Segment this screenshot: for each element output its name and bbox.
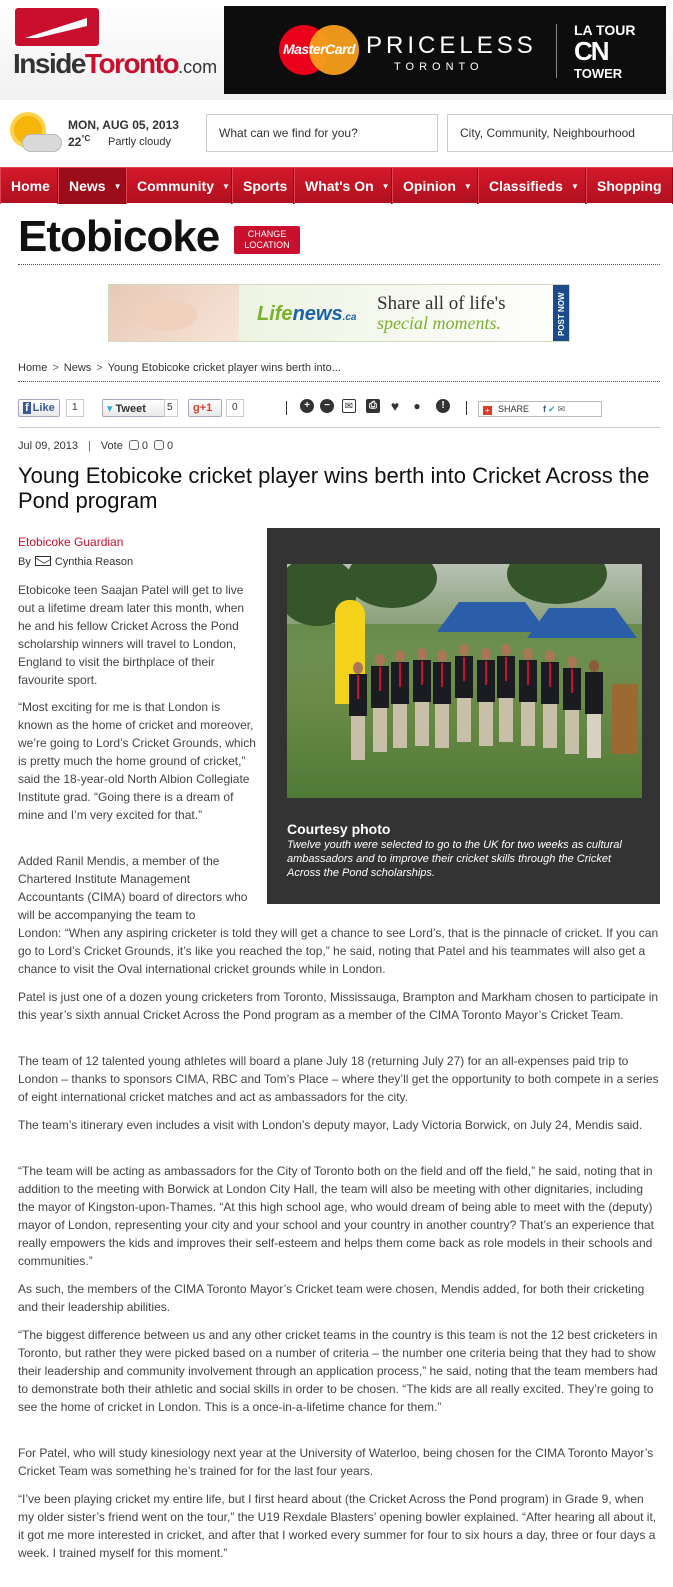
chevron-down-icon: ▼ — [570, 182, 579, 192]
location-search-input[interactable]: City, Community, Neighbourhood — [447, 114, 673, 152]
google-icon: g — [193, 402, 200, 414]
zoom-out-icon[interactable]: − — [320, 399, 334, 413]
tweet-button[interactable]: ▾ Tweet — [102, 399, 174, 417]
lifenews-ad[interactable] — [108, 284, 570, 342]
site-header — [0, 0, 673, 100]
article-paragraph: “Most exciting for me is that London is known as the home of cricket and moreover, we’re going to Lord’s Cricket Grounds, which is pretty much the home ground of cricket,” said the 18-year-old North Albion Collegiate Institute grad. “Going there is a dream of mine and I’m very excited for that.” — [18, 700, 256, 822]
article-source[interactable]: Etobicoke Guardian — [18, 535, 124, 549]
logo-mark-icon — [15, 8, 99, 46]
nav-item-community[interactable]: Community ▼ — [126, 168, 232, 204]
breadcrumb — [18, 362, 341, 374]
plus-icon: + — [483, 406, 492, 415]
main-nav — [0, 167, 673, 203]
location-title: Etobicoke — [18, 212, 220, 261]
logo-wordmark: InsideToronto.com — [13, 48, 218, 79]
article-paragraph: “I’ve been playing cricket my entire life, but I first heard about (the Cricket Across the Pond program) in Grade 9, when my older sister’s friend went on the tour,” the U19 Rexdale Blasters’ opening bowler explained. “After hearing all about it, it got me more interested in cricket, and after that I worked every summer for four to six hours a day, three or four days a week. I trained myself for this moment.” — [18, 1492, 657, 1560]
chevron-down-icon: ▼ — [381, 182, 390, 192]
byline: By Cynthia Reason — [18, 556, 134, 568]
thumbs-down-icon[interactable] — [154, 440, 164, 450]
chevron-down-icon: ▼ — [113, 182, 122, 192]
banner-priceless: PRICELESS — [366, 32, 537, 59]
article-paragraph: For Patel, who will study kinesiology next year at the University of Waterloo, being chosen for the CIMA Toronto Mayor’s Cricket Team was something he’s trained for for the last four years. — [18, 1446, 654, 1478]
team-photo[interactable] — [287, 564, 642, 798]
breadcrumb-news[interactable]: News — [63, 362, 92, 374]
divider — [18, 427, 660, 428]
vote-up-count: 0 — [141, 440, 148, 452]
nav-item-sports[interactable]: Sports — [232, 168, 294, 204]
weather-temp: $22^{^\circ C}$ — [68, 134, 91, 149]
facebook-icon: f — [543, 404, 547, 414]
chevron-right-icon: > — [96, 362, 103, 374]
article-paragraph: The team of 12 talented young athletes will board a plane July 18 (returning July 27) for an all-expenses paid trip to London – thanks to sponsors CIMA, RBC and Tom’s Place – where they’ll get the opportunity to both compete in a series of eight international cricket matches and act as ambassadors for the city. — [18, 1054, 659, 1104]
article-meta: Jul 09, 2013 | Vote 0 0 — [18, 440, 174, 452]
comments-icon[interactable]: ● — [413, 399, 421, 413]
tweet-count: 5 — [164, 399, 178, 417]
article-paragraph: “The team will be acting as ambassadors for the City of Toronto both on the field and off the field,” he said, noting that in addition to the meeting with Borwick at London City Hall, the team will also be meeting with other dignitaries, including the mayor of Kingston-upon-Thames. “At this high school age, who would dream of being able to meet with the (deputy) mayor of London, representing your city and your school and your country in another country? That’s an experience that really empowers the kids and improves their self-esteem and helps them come back as role models in their schools and communities.” — [18, 1164, 654, 1268]
twitter-icon: ✔ — [548, 404, 556, 414]
email-icon[interactable] — [35, 556, 51, 566]
breadcrumb-home[interactable]: Home — [18, 362, 48, 374]
weather-date: MON, AUG 05, 2013 — [68, 118, 179, 132]
photo-caption: Twelve youth were selected to go to the UK for two weeks as cultural ambassadors and to improve their cricket skills through the Cricket Across the Pond scholarships. — [287, 839, 622, 879]
chevron-right-icon: > — [52, 362, 59, 374]
banner-tower: TOWER — [574, 66, 623, 81]
banner-divider — [556, 24, 557, 78]
breadcrumb-current: Young Etobicoke cricket player wins berth into... — [107, 362, 341, 374]
nav-item-opinion[interactable]: Opinion ▼ — [392, 168, 478, 204]
search-input[interactable]: What can we find for you? — [206, 114, 438, 152]
facebook-icon: f — [25, 402, 29, 414]
article-paragraph: London: “When any aspiring cricketer is told they will get a chance to see Lord’s, that is the pinnacle of cricket. If you can go to Lord’s Cricket Grounds, it’s like you reached the top,” he said, noting that Patel and his teammates will also get a chance to visit the Oval international cricket grounds while in London. — [18, 926, 659, 976]
nav-item-news[interactable]: News ▼ — [58, 168, 126, 204]
ad-headline: Share all of life's — [377, 293, 506, 314]
nav-item-classifieds[interactable]: Classifieds ▼ — [478, 168, 586, 204]
nav-item-shopping[interactable]: Shopping — [586, 168, 673, 204]
article-paragraph: Added Ranil Mendis, a member of the Chartered Institute Management Accountants (CIMA) board of directors who will be accompanying the team to — [18, 854, 248, 922]
photo-box — [267, 528, 660, 904]
banner-city: TORONTO — [394, 61, 484, 73]
weather-widget[interactable] — [12, 110, 197, 160]
heart-icon[interactable]: ♥ — [390, 398, 400, 414]
chevron-down-icon: ▼ — [463, 182, 472, 192]
article-paragraph: As such, the members of the CIMA Toronto Mayor’s Cricket team were chosen, Mendis added, for both their cricketing and their leadership abilities. — [18, 1282, 645, 1314]
banner-la-tour: LA TOUR — [574, 22, 636, 38]
change-location-button[interactable]: CHANGE LOCATION — [234, 226, 300, 254]
cloud-icon — [22, 134, 62, 152]
post-now-button[interactable]: POST NOW — [553, 285, 570, 342]
facebook-count: 1 — [66, 399, 84, 417]
facebook-like-button[interactable]: f Like — [18, 399, 60, 417]
ad-subline: special moments. — [377, 313, 501, 333]
author-name[interactable]: Cynthia Reason — [54, 556, 134, 568]
article-paragraph: The team’s itinerary even includes a visit with London’s deputy mayor, Lady Victoria Borwick, on July 24, Mendis said. — [18, 1118, 643, 1132]
site-logo[interactable] — [10, 6, 218, 86]
banner-ad[interactable] — [224, 6, 666, 94]
divider — [286, 401, 287, 415]
twitter-bird-icon: ▾ — [107, 403, 113, 415]
zoom-in-icon[interactable]: + — [300, 399, 314, 413]
article-paragraph: “The biggest difference between us and any other cricket teams in the country is this team is not the 12 best cricketers in Toronto, but rather they were picked based on a number of criteria – the number one criteria being that they had to show their leadership and community involvement through an application process,” he said, noting that the team members had to demonstrate both their athletic and social skills in order to be chosen. “The kids are all really excited. They’re going to see the home of cricket in London. This is a once-in-a-lifetime chance for them.” — [18, 1328, 658, 1414]
mastercard-logo-icon: MasterCard — [279, 25, 359, 75]
chevron-down-icon: ▼ — [222, 182, 230, 192]
lifenews-logo: Lifenews.ca — [257, 303, 357, 325]
email-icon: ✉ — [557, 404, 566, 414]
divider — [18, 381, 660, 382]
article-paragraph: Patel is just one of a dozen young cricketers from Toronto, Mississauga, Brampton and Markham chosen to participate in this year’s sixth annual Cricket Across the Pond program as a member of the CIMA Toronto Mayor’s Cricket Team. — [18, 990, 659, 1022]
vote-label: Vote — [100, 440, 123, 452]
print-icon[interactable]: ⎙ — [366, 399, 380, 413]
sharethis-button[interactable]: + SHARE f ✔ ✉ — [478, 401, 602, 417]
social-bar — [18, 399, 660, 419]
divider — [466, 401, 467, 415]
nav-item-home[interactable]: Home — [0, 168, 58, 204]
google-plus-button[interactable]: g+1 — [188, 399, 222, 417]
divider — [18, 264, 660, 265]
article-date: Jul 09, 2013 — [18, 440, 78, 452]
banner-cn: CN — [574, 36, 608, 66]
email-icon[interactable]: ✉ — [342, 399, 356, 413]
weather-condition: Partly cloudy — [108, 136, 171, 148]
report-icon[interactable]: ! — [436, 399, 450, 413]
thumbs-up-icon[interactable] — [129, 440, 139, 450]
nav-item-whats-on[interactable]: What's On ▼ — [294, 168, 392, 204]
article-paragraph: Etobicoke teen Saajan Patel will get to live out a lifetime dream later this month, when he and his fellow Cricket Across the Pond scholarship winners will travel to London, England to visit the birthplace of their favourite sport. — [18, 583, 245, 687]
photo-credit: Courtesy photo — [287, 821, 391, 837]
vote-down-count: 0 — [166, 440, 174, 452]
article-headline: Young Etobicoke cricket player wins berth into Cricket Across the Pond program — [18, 463, 650, 513]
baby-photo — [109, 285, 239, 342]
google-plus-count: 0 — [226, 399, 244, 417]
